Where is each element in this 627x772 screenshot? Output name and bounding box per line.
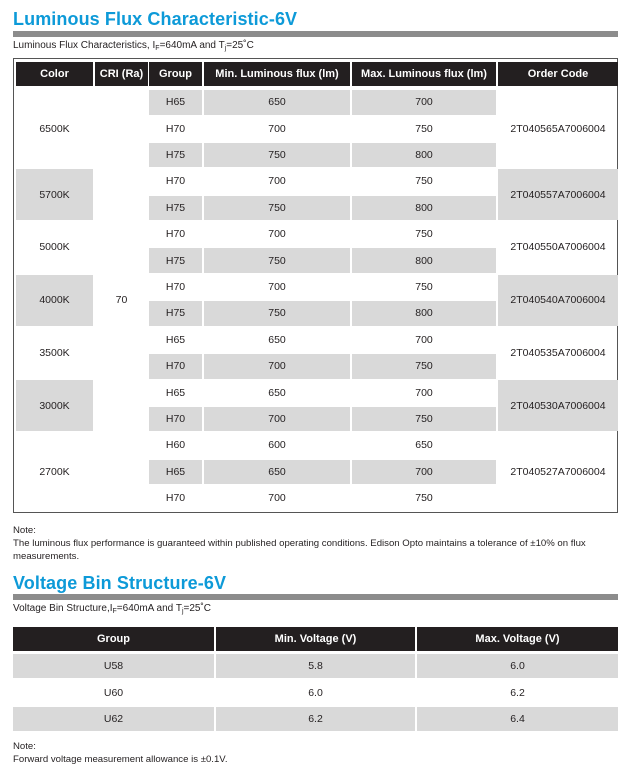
header-min-voltage: Min. Voltage (V) xyxy=(216,627,415,651)
order-code-cell: 2T040550A7006004 xyxy=(510,241,606,254)
header-cri: CRI (Ra) xyxy=(95,62,148,86)
group-cell: H65 xyxy=(165,386,186,399)
max-flux-cell: 700 xyxy=(415,333,433,346)
group-cell: H75 xyxy=(149,143,202,168)
header-group: Group xyxy=(13,627,214,651)
color-cell: 4000K xyxy=(16,275,93,326)
max-flux-cell: 750 xyxy=(352,354,496,379)
group-cell: H70 xyxy=(165,228,186,241)
group-cell: H70 xyxy=(149,354,202,379)
voltage-note-label: Note: xyxy=(13,741,36,752)
max-flux-cell: 650 xyxy=(415,439,433,452)
min-flux-cell: 650 xyxy=(268,333,286,346)
header-max-voltage: Max. Voltage (V) xyxy=(417,627,618,651)
group-cell: U62 xyxy=(13,707,214,731)
group-cell: H70 xyxy=(165,122,186,135)
color-cell: 3500K xyxy=(39,346,70,359)
voltage-note-text: Forward voltage measurement allowance is ±0.1V. xyxy=(13,754,228,765)
min-flux-cell: 700 xyxy=(268,492,286,505)
min-flux-cell: 700 xyxy=(268,175,286,188)
group-cell: H65 xyxy=(165,333,186,346)
color-cell: 6500K xyxy=(39,122,70,135)
order-code-cell: 2T040557A7006004 xyxy=(498,169,618,220)
max-flux-cell: 700 xyxy=(352,460,496,485)
max-voltage-cell: 6.2 xyxy=(510,686,525,699)
order-code-cell: 2T040535A7006004 xyxy=(510,346,606,359)
min-flux-cell: 650 xyxy=(204,90,350,115)
group-cell: H75 xyxy=(149,248,202,273)
min-flux-cell: 700 xyxy=(204,354,350,379)
header-min-flux: Min. Luminous flux (lm) xyxy=(204,62,350,86)
voltage-title-rule xyxy=(13,594,618,600)
color-cell: 3000K xyxy=(16,380,93,431)
group-cell: H70 xyxy=(165,492,186,505)
max-voltage-cell: 6.0 xyxy=(417,654,618,678)
flux-test-condition: Luminous Flux Characteristics, $I_F=640mA$ and $T_j=25˚C$ xyxy=(13,40,254,52)
voltage-test-condition: Voltage Bin $Structure,I_F=640mA$ and $T_j=25˚C$ xyxy=(13,603,212,615)
header-group: Group xyxy=(149,62,202,86)
max-flux-cell: 750 xyxy=(415,175,433,188)
max-flux-cell: 750 xyxy=(415,228,433,241)
min-voltage-cell: 6.0 xyxy=(308,686,323,699)
group-cell: H60 xyxy=(165,439,186,452)
max-voltage-cell: 6.4 xyxy=(417,707,618,731)
min-flux-cell: 700 xyxy=(268,281,286,294)
group-cell: H65 xyxy=(149,460,202,485)
group-cell: H70 xyxy=(165,281,186,294)
max-flux-cell: 750 xyxy=(415,281,433,294)
max-flux-cell: 800 xyxy=(352,143,496,168)
max-flux-cell: 700 xyxy=(415,386,433,399)
min-flux-cell: 650 xyxy=(268,386,286,399)
group-cell: H75 xyxy=(149,196,202,221)
min-voltage-cell: 6.2 xyxy=(216,707,415,731)
group-cell: H70 xyxy=(165,175,186,188)
header-order-code: Order Code xyxy=(498,62,618,86)
min-voltage-cell: 5.8 xyxy=(216,654,415,678)
max-flux-cell: 800 xyxy=(352,301,496,326)
order-code-cell: 2T040540A7006004 xyxy=(498,275,618,326)
header-color: Color xyxy=(16,62,93,86)
min-flux-cell: 650 xyxy=(204,460,350,485)
color-cell: 5700K xyxy=(16,169,93,220)
group-cell: U60 xyxy=(103,686,124,699)
min-flux-cell: 700 xyxy=(204,407,350,432)
max-flux-cell: 700 xyxy=(352,90,496,115)
max-flux-cell: 800 xyxy=(352,196,496,221)
order-code-cell: 2T040530A7006004 xyxy=(498,380,618,431)
color-cell: 2700K xyxy=(39,465,70,478)
min-flux-cell: 600 xyxy=(268,439,286,452)
max-flux-cell: 750 xyxy=(415,492,433,505)
color-cell: 5000K xyxy=(39,241,70,254)
header-max-flux: Max. Luminous flux (lm) xyxy=(352,62,496,86)
max-flux-cell: 750 xyxy=(415,122,433,135)
min-flux-cell: 750 xyxy=(204,301,350,326)
min-flux-cell: 700 xyxy=(268,122,286,135)
min-flux-cell: 750 xyxy=(204,143,350,168)
order-code-cell: 2T040527A7006004 xyxy=(510,465,606,478)
min-flux-cell: 750 xyxy=(204,248,350,273)
group-cell: U58 xyxy=(13,654,214,678)
flux-title-rule xyxy=(13,31,618,37)
flux-note-text: The luminous flux performance is guaranteed within published operating conditions. Edison Opto maintains a tolerance of ±10% on flux measurements. xyxy=(13,538,586,562)
min-flux-cell: 700 xyxy=(268,228,286,241)
min-flux-cell: 750 xyxy=(204,196,350,221)
group-cell: H75 xyxy=(149,301,202,326)
order-code-cell: 2T040565A7006004 xyxy=(510,122,606,135)
flux-note-label: Note: xyxy=(13,525,36,536)
voltage-section-title: Voltage Bin Structure-6V xyxy=(13,573,227,593)
flux-section-title: Luminous Flux Characteristic-6V xyxy=(13,9,298,29)
group-cell: H70 xyxy=(149,407,202,432)
max-flux-cell: 750 xyxy=(352,407,496,432)
cri-cell: 70 xyxy=(115,294,128,307)
group-cell: H65 xyxy=(149,90,202,115)
max-flux-cell: 800 xyxy=(352,248,496,273)
